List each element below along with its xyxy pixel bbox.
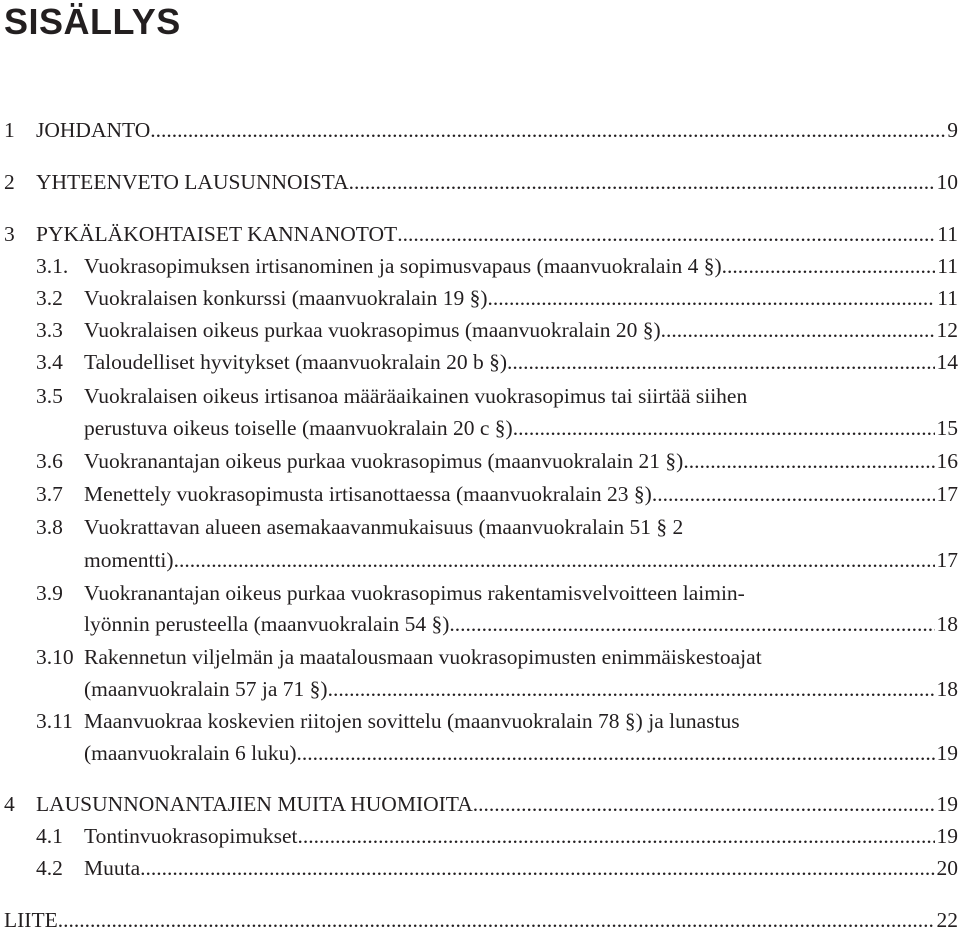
toc-entry-title: PYKÄLÄKOHTAISET KANNANOTOT [36,222,398,246]
toc-entry-title: Vuokrasopimuksen irtisanominen ja sopimusvapaus (maanvuokralain 4 §) [84,254,722,278]
toc-entry-page: 19 [936,792,958,816]
toc-entry-title: Menettely vuokrasopimusta irtisanottaessa (maanvuokralain 23 §) [84,482,652,506]
toc-entry-number: 1 [4,118,15,142]
toc-entry-line [84,820,958,852]
toc-entry-title-line1: Maanvuokraa koskevien riitojen sovittelu (maanvuokralain 78 §) ja lunastus [84,709,740,733]
toc-entry-number: 3.9 [36,581,63,605]
toc-entry-3-8-cont[interactable] [0,544,960,576]
toc-entry-page: 9 [947,118,958,142]
toc-entry-4-1[interactable] [0,820,960,852]
toc-entry-line [84,445,958,477]
dot-leader [297,820,934,852]
toc-entry-line [84,673,958,705]
toc-entry-3-11-cont[interactable] [0,737,960,769]
toc-entry-3-5-cont[interactable] [0,412,960,444]
toc-entry-number: 3.10 [36,645,74,669]
toc-entry-number: 3.4 [36,350,63,374]
toc-entry-title: JOHDANTO [36,118,151,142]
toc-entry-line [36,114,958,146]
toc-entry-page: 10 [936,170,958,194]
toc-entry-3-5[interactable] [0,380,960,412]
toc-entry-title: Vuokranantajan oikeus purkaa vuokrasopimus (maanvuokralain 21 §) [84,449,684,473]
toc-entry-title: Vuokralaisen konkurssi (maanvuokralain 19 §) [84,286,488,310]
toc-entry-line [84,544,958,576]
toc-entry-3-9-cont[interactable] [0,608,960,640]
toc-entry-page: 11 [937,286,958,310]
toc-entry-title-line1: Vuokranantajan oikeus purkaa vuokrasopimus rakentamisvelvoitteen laimin- [84,581,745,605]
toc-entry-number: 3.1. [36,254,69,278]
toc-entry-title-line1: Vuokrattavan alueen asemakaavanmukaisuus (maanvuokralain 51 § 2 [84,515,684,539]
toc-entry-number: 3 [4,222,15,246]
toc-entry-number: 4 [4,792,15,816]
toc-entry-number: 3.7 [36,482,63,506]
toc-entry-line [84,608,958,640]
toc-entry-4-2[interactable] [0,852,960,884]
dot-leader [488,282,936,314]
toc-entry-1[interactable] [0,114,960,146]
toc-entry-line [84,412,958,444]
toc-entry-line [36,218,958,250]
dot-leader [661,314,935,346]
toc-entry-number: 3.5 [36,384,63,408]
toc-entry-title: Muuta [84,856,141,880]
toc-entry-title-line2: (maanvuokralain 57 ja 71 §) [84,677,328,701]
dot-leader [449,608,934,640]
toc-entry-number: 3.11 [36,709,73,733]
toc-entry-title: LIITE [4,908,58,932]
dot-leader [652,478,935,510]
toc-entry-page: 16 [936,449,958,473]
toc-entry-line [36,788,958,820]
toc-entry-title: Taloudelliset hyvitykset (maanvuokralain 20 b §) [84,350,508,374]
toc-entry-title: LAUSUNNONANTAJIEN MUITA HUOMIOITA [36,792,473,816]
dot-leader [513,412,935,444]
toc-entry-line [84,478,958,510]
toc-entry-page: 19 [936,741,958,765]
toc-entry-3-10-cont[interactable] [0,673,960,705]
dot-leader [150,114,945,146]
toc-entry-line [4,904,958,936]
toc-entry-line [84,282,958,314]
toc-entry-page: 11 [937,222,958,246]
toc-entry-page: 12 [936,318,958,342]
toc-entry-number: 3.6 [36,449,63,473]
toc-entry-page: 18 [936,612,958,636]
dot-leader [722,250,936,282]
toc-entry-appendix[interactable] [0,904,960,936]
toc-entry-line [84,250,958,282]
toc-entry-number: 3.8 [36,515,63,539]
toc-entry-title-line2: lyönnin perusteella (maanvuokralain 54 §) [84,612,450,636]
toc-entry-4[interactable] [0,788,960,820]
toc-entry-2[interactable] [0,166,960,198]
dot-leader [507,346,934,378]
toc-entry-line [84,737,958,769]
dot-leader [683,445,934,477]
toc-entry-line [84,346,958,378]
dot-leader [140,852,934,884]
toc-entry-3-11[interactable] [0,705,960,737]
toc-entry-number: 4.2 [36,856,63,880]
toc-entry-title: YHTEENVETO LAUSUNNOISTA [36,170,349,194]
dot-leader [397,218,935,250]
toc-entry-title-line2: perustuva oikeus toiselle (maanvuokralain 20 c §) [84,416,513,440]
toc-entry-page: 22 [936,908,958,932]
toc-entry-page: 19 [936,824,958,848]
dot-leader [328,673,935,705]
toc-entry-3-1[interactable] [0,250,960,282]
toc-entry-title-line2: momentti) [84,548,174,572]
dot-leader [174,544,935,576]
toc-entry-title: Vuokralaisen oikeus purkaa vuokrasopimus (maanvuokralain 20 §) [84,318,661,342]
toc-entry-line [36,166,958,198]
dot-leader [58,904,935,936]
toc-entry-3-10[interactable] [0,641,960,673]
toc-entry-title: Tontinvuokrasopimukset [84,824,298,848]
toc-entry-3[interactable] [0,218,960,250]
toc-entry-title-line2: (maanvuokralain 6 luku) [84,741,297,765]
toc-entry-3-8[interactable] [0,511,960,543]
toc-entry-3-3[interactable] [0,314,960,346]
toc-entry-3-9[interactable] [0,577,960,609]
toc-entry-number: 2 [4,170,15,194]
toc-entry-page: 20 [936,856,958,880]
toc-entry-title-line1: Vuokralaisen oikeus irtisanoa määräaikainen vuokrasopimus tai siirtää siihen [84,384,748,408]
dot-leader [297,737,935,769]
toc-entry-3-7[interactable] [0,478,960,510]
toc-entry-page: 17 [936,548,958,572]
toc-entry-3-4[interactable] [0,346,960,378]
toc-entry-number: 4.1 [36,824,63,848]
toc-entry-line [84,852,958,884]
dot-leader [349,166,935,198]
toc-entry-number: 3.2 [36,286,63,310]
toc-entry-line [84,314,958,346]
toc-entry-3-6[interactable] [0,445,960,477]
toc-entry-page: 18 [936,677,958,701]
toc-entry-page: 17 [936,482,958,506]
toc-entry-page: 11 [937,254,958,278]
toc-entry-number: 3.3 [36,318,63,342]
toc-entry-title-line1: Rakennetun viljelmän ja maatalousmaan vuokrasopimusten enimmäiskestoajat [84,645,762,669]
toc-entry-page: 14 [936,350,958,374]
dot-leader [473,788,935,820]
toc-entry-page: 15 [936,416,958,440]
toc-entry-3-2[interactable] [0,282,960,314]
page-title: SISÄLLYS [4,1,181,42]
